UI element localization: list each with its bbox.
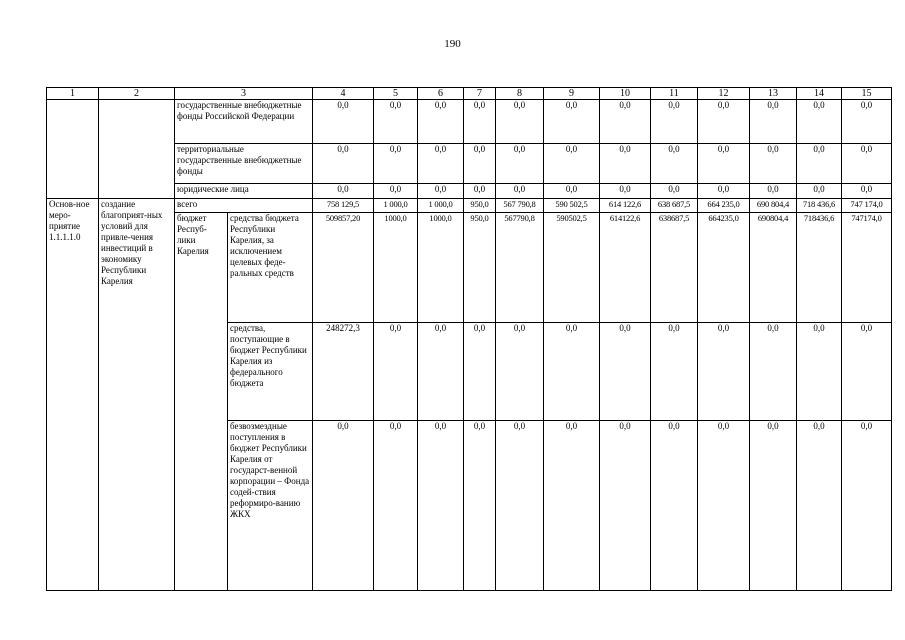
value-cell: 747 174,0 [842, 199, 892, 213]
value-cell: 690804,4 [750, 213, 797, 323]
value-cell: 0,0 [651, 184, 698, 199]
value-cell: 0,0 [842, 144, 892, 184]
budget-group-label: бюджет Респуб-лики Карелия [175, 213, 228, 591]
value-cell: 690 804,4 [750, 199, 797, 213]
value-cell: 0,0 [464, 184, 496, 199]
column-header: 11 [651, 88, 698, 100]
value-cell: 0,0 [750, 323, 797, 421]
page-number: 190 [444, 38, 461, 50]
value-cell: 0,0 [698, 421, 750, 591]
table-row-total [47, 199, 892, 213]
column-header: 1 [47, 88, 99, 100]
value-cell: 0,0 [544, 323, 600, 421]
value-cell: 0,0 [313, 421, 374, 591]
value-cell: 0,0 [374, 184, 418, 199]
value-cell: 0,0 [496, 421, 544, 591]
column-header: 14 [797, 88, 842, 100]
value-cell: 0,0 [797, 184, 842, 199]
value-cell: 0,0 [842, 421, 892, 591]
value-cell: 0,0 [418, 144, 464, 184]
value-cell: 0,0 [600, 100, 651, 144]
value-cell: 0,0 [797, 144, 842, 184]
source-label: юридические лица [175, 184, 313, 199]
value-cell: 1 000,0 [374, 199, 418, 213]
value-cell: 0,0 [418, 184, 464, 199]
value-cell: 0,0 [600, 184, 651, 199]
value-cell: 0,0 [797, 100, 842, 144]
column-header: 7 [464, 88, 496, 100]
value-cell: 1000,0 [418, 213, 464, 323]
value-cell: 0,0 [842, 323, 892, 421]
value-cell: 567790,8 [496, 213, 544, 323]
value-cell: 0,0 [797, 421, 842, 591]
value-cell: 0,0 [374, 144, 418, 184]
value-cell: 1000,0 [374, 213, 418, 323]
value-cell: 0,0 [418, 100, 464, 144]
value-cell: 0,0 [464, 323, 496, 421]
value-cell: 0,0 [698, 323, 750, 421]
column-header: 4 [313, 88, 374, 100]
value-cell: 0,0 [496, 144, 544, 184]
value-cell: 0,0 [651, 100, 698, 144]
source-label: территориальные государственные внебюджетные фонды [175, 144, 313, 184]
column-header: 15 [842, 88, 892, 100]
source-label: средства бюджета Республики Карелия, за исключением целевых феде-ральных средств [228, 213, 313, 323]
value-cell: 950,0 [464, 199, 496, 213]
value-cell: 0,0 [544, 421, 600, 591]
value-cell: 0,0 [544, 100, 600, 144]
value-cell: 614122,6 [600, 213, 651, 323]
column-header: 2 [99, 88, 175, 100]
value-cell: 0,0 [464, 421, 496, 591]
value-cell: 614 122,6 [600, 199, 651, 213]
value-cell: 0,0 [750, 144, 797, 184]
value-cell: 0,0 [313, 184, 374, 199]
value-cell: 0,0 [600, 421, 651, 591]
value-cell: 0,0 [464, 144, 496, 184]
value-cell: 0,0 [750, 184, 797, 199]
value-cell: 0,0 [698, 144, 750, 184]
value-cell: 950,0 [464, 213, 496, 323]
empty-cell [47, 100, 99, 199]
column-header: 6 [418, 88, 464, 100]
value-cell: 0,0 [374, 100, 418, 144]
value-cell: 0,0 [313, 100, 374, 144]
value-cell: 638687,5 [651, 213, 698, 323]
value-cell: 509857,20 [313, 213, 374, 323]
column-header: 9 [544, 88, 600, 100]
value-cell: 590 502,5 [544, 199, 600, 213]
value-cell: 758 129,5 [313, 199, 374, 213]
source-label: средства, поступающие в бюджет Республики Карелия из федерального бюджета [228, 323, 313, 421]
value-cell: 718 436,6 [797, 199, 842, 213]
source-label: безвозмездные поступления в бюджет Республики Карелия от государст-венной корпорации – Фонда содей-ствия реформиро-ванию ЖКХ [228, 421, 313, 591]
budget-table [46, 87, 892, 591]
value-cell: 0,0 [496, 100, 544, 144]
column-header: 8 [496, 88, 544, 100]
column-header: 12 [698, 88, 750, 100]
value-cell: 0,0 [544, 144, 600, 184]
activity-goal: создание благоприят-ных условий для привле-чения инвестиций в экономику Республики Карелия [99, 199, 175, 591]
value-cell: 0,0 [313, 144, 374, 184]
value-cell: 718436,6 [797, 213, 842, 323]
value-cell: 0,0 [496, 323, 544, 421]
value-cell: 0,0 [544, 184, 600, 199]
value-cell: 567 790,8 [496, 199, 544, 213]
value-cell: 0,0 [842, 184, 892, 199]
value-cell: 0,0 [418, 323, 464, 421]
value-cell: 0,0 [750, 100, 797, 144]
value-cell: 590502,5 [544, 213, 600, 323]
value-cell: 0,0 [698, 184, 750, 199]
value-cell: 638 687,5 [651, 199, 698, 213]
value-cell: 0,0 [842, 100, 892, 144]
value-cell: 0,0 [496, 184, 544, 199]
value-cell: 0,0 [797, 323, 842, 421]
column-header: 5 [374, 88, 418, 100]
value-cell: 664 235,0 [698, 199, 750, 213]
value-cell: 0,0 [374, 323, 418, 421]
value-cell: 0,0 [374, 421, 418, 591]
activity-name: Основ-ное меро-приятие 1.1.1.1.0 [47, 199, 99, 591]
table-row-gov-funds [47, 100, 892, 144]
value-cell: 0,0 [464, 100, 496, 144]
value-cell: 0,0 [651, 323, 698, 421]
value-cell: 0,0 [698, 100, 750, 144]
value-cell: 0,0 [600, 144, 651, 184]
value-cell: 0,0 [600, 323, 651, 421]
column-header: 3 [175, 88, 313, 100]
column-header: 10 [600, 88, 651, 100]
value-cell: 747174,0 [842, 213, 892, 323]
source-label: государственные внебюджетные фонды Российской Федерации [175, 100, 313, 144]
value-cell: 0,0 [750, 421, 797, 591]
value-cell: 1 000,0 [418, 199, 464, 213]
value-cell: 0,0 [651, 144, 698, 184]
empty-cell [99, 100, 175, 199]
column-number-row [47, 88, 892, 100]
value-cell: 0,0 [418, 421, 464, 591]
value-cell: 664235,0 [698, 213, 750, 323]
source-label: всего [175, 199, 313, 213]
value-cell: 248272,3 [313, 323, 374, 421]
column-header: 13 [750, 88, 797, 100]
value-cell: 0,0 [651, 421, 698, 591]
